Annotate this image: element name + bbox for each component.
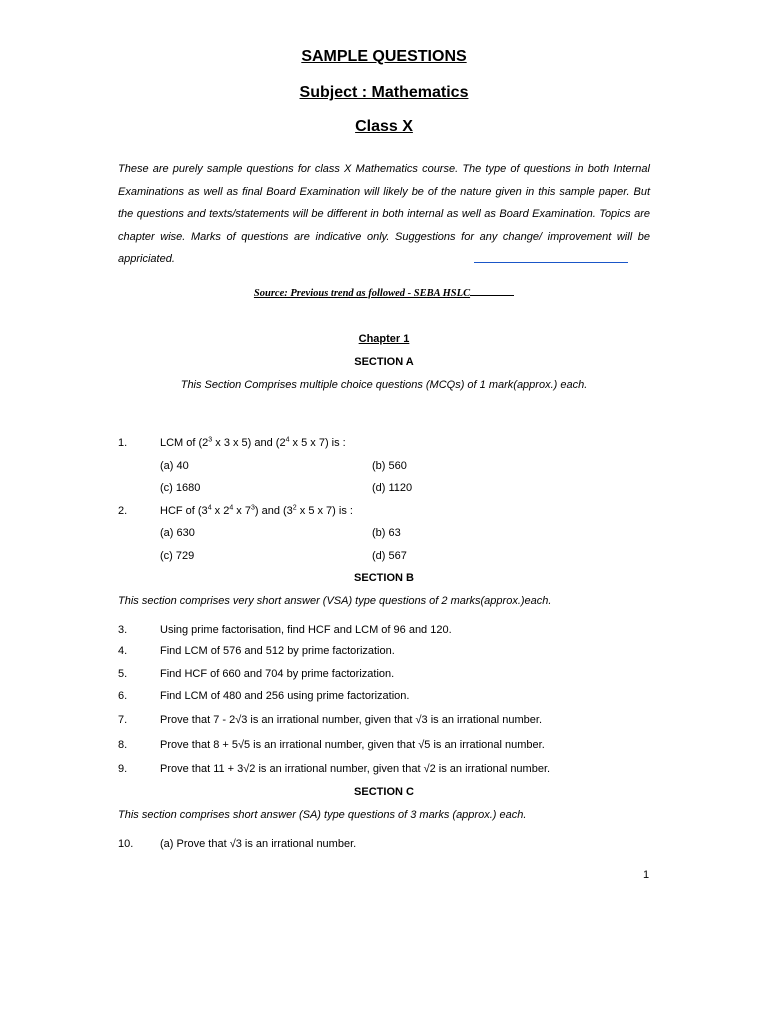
q1-option-a: (a) 40 <box>160 460 189 472</box>
q2-option-c: (c) 729 <box>160 550 195 562</box>
source-line <box>0 286 768 299</box>
class-heading: Class X <box>355 118 413 135</box>
question-number: 5. <box>118 668 128 680</box>
source-underline <box>470 286 514 296</box>
section-a-heading: SECTION A <box>354 356 414 368</box>
question-text: Find LCM of 480 and 256 using prime factorization. <box>160 690 410 702</box>
question-text: (a) Prove that √3 is an irrational number. <box>160 838 357 850</box>
q1-exponent: 3 <box>208 436 213 444</box>
section-b-description: This section comprises very short answer (VSA) type questions of 2 marks(approx.)each. <box>118 595 552 607</box>
q1-option-c: (c) 1680 <box>160 482 201 494</box>
question-6 <box>118 690 718 706</box>
question-4 <box>118 645 718 661</box>
section-a-description: This Section Comprises multiple choice questions (MCQs) of 1 mark(approx.) each. <box>180 379 588 391</box>
section-c-heading: SECTION C <box>354 786 414 798</box>
q2-text-part: ) and (3 <box>254 505 293 517</box>
intro-paragraph: These are purely sample questions for class X Mathematics course. The type of questions in both Internal Examinations as well as final Board Examination will likely be of the nature given in this sample paper. But the questions and texts/statements will be different in both internal as well as Board Examination. Topics are chapter wise. Marks of questions are indicative only. Suggestions for any change/ improvement will be appriciated. <box>118 163 650 265</box>
question-number: 1. <box>118 437 128 449</box>
question-number: 9. <box>118 763 128 775</box>
question-text <box>160 437 346 449</box>
question-number: 4. <box>118 645 128 657</box>
q2-option-b: (b) 63 <box>372 527 401 539</box>
q2-exponent: 4 <box>207 504 212 512</box>
question-8 <box>118 739 718 755</box>
chapter-heading: Chapter 1 <box>358 333 410 345</box>
q2-exponent: 3 <box>250 504 255 512</box>
question-text <box>160 505 353 517</box>
q1-text-part: x 5 x 7) is : <box>289 437 346 449</box>
source-text: Source: Previous trend as followed - SEBA HSLC <box>253 288 471 299</box>
question-text: Find HCF of 660 and 704 by prime factorization. <box>160 668 395 680</box>
question-text: Find LCM of 576 and 512 by prime factorization. <box>160 645 395 657</box>
q2-option-a: (a) 630 <box>160 527 195 539</box>
question-number: 8. <box>118 739 128 751</box>
q2-exponent: 4 <box>229 504 234 512</box>
question-2 <box>118 505 718 521</box>
question-text: Prove that 7 - 2√3 is an irrational number, given that √3 is an irrational number. <box>160 714 542 726</box>
question-text: Using prime factorisation, find HCF and LCM of 96 and 120. <box>160 624 452 636</box>
q2-text-part: x 7 <box>233 505 251 517</box>
section-b-heading: SECTION B <box>354 572 414 584</box>
question-9 <box>118 763 718 779</box>
page-number: 1 <box>643 869 650 881</box>
question-7 <box>118 714 718 730</box>
question-5 <box>118 668 718 684</box>
question-number: 3. <box>118 624 128 636</box>
q1-text-part: LCM of (2 <box>160 437 209 449</box>
question-10 <box>118 838 718 854</box>
q2-text-part: HCF of (3 <box>160 505 208 517</box>
q1-exponent: 4 <box>285 436 290 444</box>
section-c-description: This section comprises short answer (SA) type questions of 3 marks (approx.) each. <box>118 809 527 821</box>
question-text: Prove that 8 + 5√5 is an irrational number, given that √5 is an irrational number. <box>160 739 545 751</box>
document-title: SAMPLE QUESTIONS <box>301 48 467 65</box>
q2-option-d: (d) 567 <box>372 550 407 562</box>
question-number: 6. <box>118 690 128 702</box>
question-number: 2. <box>118 505 128 517</box>
q2-text-part: x 5 x 7) is : <box>296 505 353 517</box>
subject-heading: Subject : Mathematics <box>299 84 469 101</box>
question-text: Prove that 11 + 3√2 is an irrational number, given that √2 is an irrational number. <box>160 763 551 775</box>
q1-option-d: (d) 1120 <box>372 482 413 494</box>
question-1 <box>118 437 718 453</box>
q1-text-part: x 3 x 5) and (2 <box>212 437 286 449</box>
q1-option-b: (b) 560 <box>372 460 407 472</box>
blank-link-underline <box>474 262 628 263</box>
question-number: 10. <box>118 838 134 850</box>
q2-exponent: 2 <box>292 504 297 512</box>
q2-text-part: x 2 <box>211 505 230 517</box>
question-3 <box>118 624 718 640</box>
question-number: 7. <box>118 714 128 726</box>
